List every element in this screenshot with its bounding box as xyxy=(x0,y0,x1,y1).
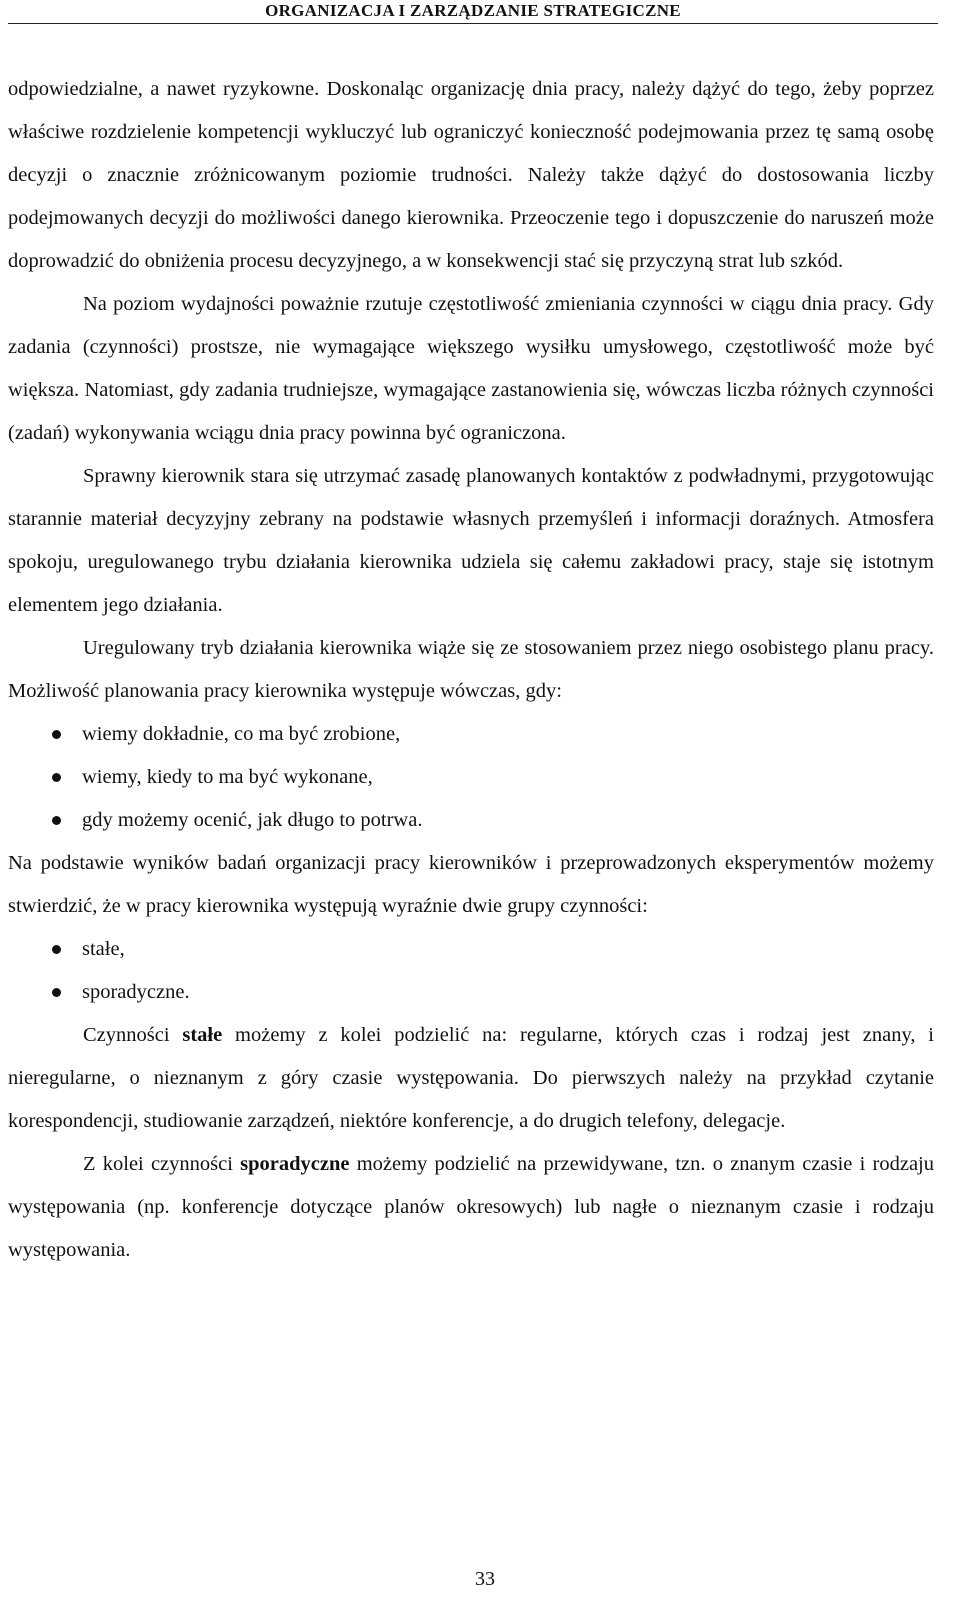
list-item xyxy=(8,928,934,971)
paragraph-7-bold-term: sporadyczne xyxy=(240,1153,350,1175)
paragraph-6 xyxy=(8,1014,934,1143)
paragraph-7-text-after: możemy podzielić na przewidywane, tzn. o znanym czasie i rodzaju występowania (np. konferencje dotyczące planów okresowych) lub nagłe o nieznanym czasie i rodzaju występowania. xyxy=(8,1153,934,1261)
list-item xyxy=(8,756,934,799)
bullet-list-planning-conditions xyxy=(8,713,934,842)
paragraph-7-text-before: Z kolei czynności xyxy=(83,1153,241,1175)
bullet-icon xyxy=(52,816,61,825)
paragraph-6-text-before: Czynności xyxy=(83,1024,183,1046)
paragraph-3: Sprawny kierownik stara się utrzymać zasadę planowanych kontaktów z podwładnymi, przygotowując starannie materiał decyzyjny zebrany na podstawie własnych przemyśleń i informacji doraźnych. Atmosfera spokoju, uregulowanego trybu działania kierownika udziela się całemu zakładowi pracy, staje się istotnym elementem jego działania. xyxy=(8,465,934,616)
bullet-icon xyxy=(52,945,61,954)
list-item-text: stałe, xyxy=(82,938,125,960)
paragraph-5: Na podstawie wyników badań organizacji pracy kierowników i przeprowadzonych eksperymentów możemy stwierdzić, że w pracy kierownika występują wyraźnie dwie grupy czynności: xyxy=(8,852,934,917)
list-item-text: gdy możemy ocenić, jak długo to potrwa. xyxy=(82,809,423,831)
bullet-icon xyxy=(52,988,61,997)
paragraph-6-bold-term: stałe xyxy=(182,1024,223,1046)
list-item-text: wiemy dokładnie, co ma być zrobione, xyxy=(82,723,401,745)
list-item xyxy=(8,971,934,1014)
paragraph-6-text-after: możemy z kolei podzielić na: regularne, których czas i rodzaj jest znany, i nieregularne, o nieznanym z góry czasie występowania. Do pierwszych należy na przykład czytanie korespondencji, studiowanie zarządzeń, niektóre konferencje, a do drugich telefony, delegacje. xyxy=(8,1024,935,1132)
list-item-text: wiemy, kiedy to ma być wykonane, xyxy=(82,766,373,788)
paragraph-2: Na poziom wydajności poważnie rzutuje częstotliwość zmieniania czynności w ciągu dnia pracy. Gdy zadania (czynności) prostsze, nie wymagające większego wysiłku umysłowego, częstotliwość może być większa. Natomiast, gdy zadania trudniejsze, wymagające zastanowienia się, wówczas liczba różnych czynności (zadań) wykonywania wciągu dnia pracy powinna być ograniczona. xyxy=(8,293,934,444)
list-item xyxy=(8,799,934,842)
bullet-list-activity-groups xyxy=(8,928,934,1014)
paragraph-4: Uregulowany tryb działania kierownika wiąże się ze stosowaniem przez niego osobistego planu pracy. Możliwość planowania pracy kierownika występuje wówczas, gdy: xyxy=(8,637,934,702)
bullet-icon xyxy=(52,773,61,782)
paragraph-1: odpowiedzialne, a nawet ryzykowne. Doskonaląc organizację dnia pracy, należy dążyć do tego, żeby poprzez właściwe rozdzielenie kompetencji wykluczyć lub ograniczyć konieczność podejmowania przez tę samą osobę decyzji o znacznie zróżnicowanym poziomie trudności. Należy także dążyć do dostosowania liczby podejmowanych decyzji do możliwości danego kierownika. Przeoczenie tego i dopuszczenie do naruszeń może doprowadzić do obniżenia procesu decyzyjnego, a w konsekwencji stać się przyczyną strat lub szkód. xyxy=(8,78,934,272)
bullet-icon xyxy=(52,730,61,739)
running-header: ORGANIZACJA I ZARZĄDZANIE STRATEGICZNE xyxy=(8,0,938,24)
document-body xyxy=(8,68,934,1272)
page-number: 33 xyxy=(475,1568,495,1590)
paragraph-7 xyxy=(8,1143,934,1272)
list-item xyxy=(8,713,934,756)
list-item-text: sporadyczne. xyxy=(82,981,190,1003)
